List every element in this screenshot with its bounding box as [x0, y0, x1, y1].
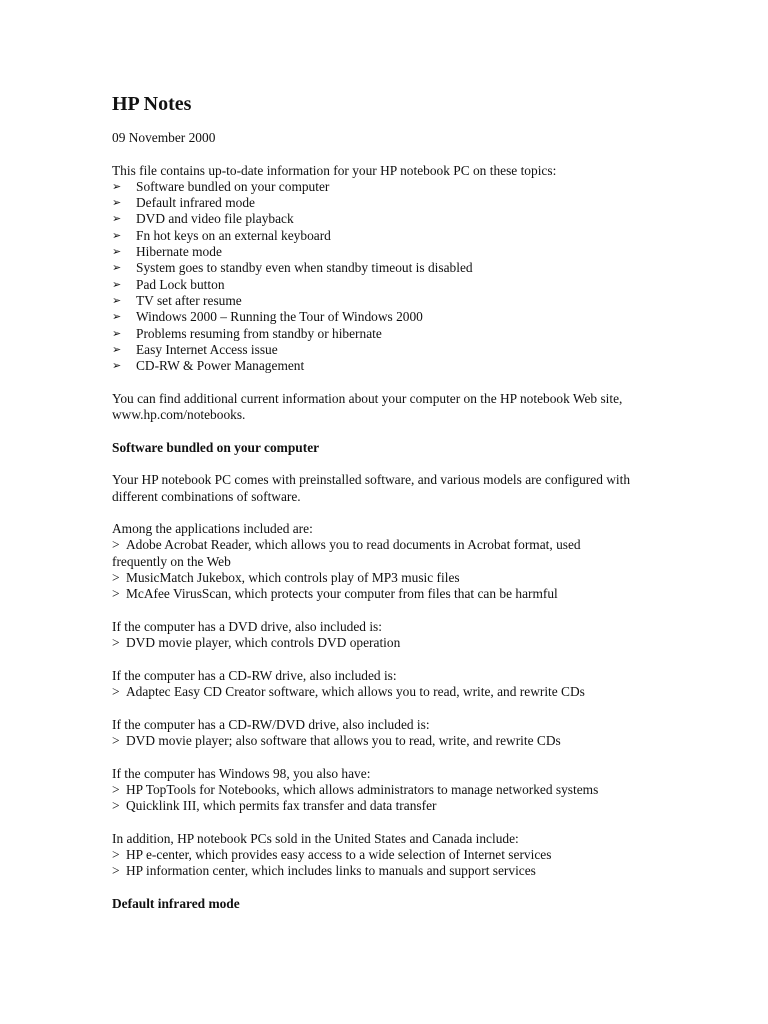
- arrow-bullet-icon: ➢: [112, 293, 122, 307]
- list-item: ➢ Software bundled on your computer: [112, 178, 330, 194]
- arrow-bullet-icon: ➢: [112, 326, 122, 340]
- document-title: HP Notes: [112, 93, 192, 115]
- arrow-bullet-icon: ➢: [112, 342, 122, 356]
- section-heading-infrared: Default infrared mode: [112, 895, 240, 911]
- list-item: > Adobe Acrobat Reader, which allows you to read documents in Acrobat format, used frequently on the Web: [112, 537, 581, 569]
- arrow-bullet-icon: ➢: [112, 196, 122, 210]
- arrow-bullet-icon: ➢: [112, 212, 122, 226]
- list-item: ➢ CD-RW & Power Management: [112, 358, 305, 374]
- list-item: ➢ Easy Internet Access issue: [112, 341, 278, 357]
- list-item: > DVD movie player; also software that allows you to read, write, and rewrite CDs: [112, 732, 561, 748]
- list-item: > Adaptec Easy CD Creator software, which allows you to read, write, and rewrite CDs: [112, 684, 585, 700]
- document-date: 09 November 2000: [112, 130, 216, 145]
- list-item: > Quicklink III, which permits fax transfer and data transfer: [112, 798, 437, 814]
- list-item: ➢ Hibernate mode: [112, 244, 222, 260]
- list-item: ➢ DVD and video file playback: [112, 211, 294, 227]
- arrow-bullet-icon: ➢: [112, 359, 122, 373]
- software-paragraph: Your HP notebook PC comes with preinstalled software, and various models are configured with different combinations of software.: [112, 472, 631, 504]
- list-item: > MusicMatch Jukebox, which controls play of MP3 music files: [112, 570, 460, 586]
- dvd-intro: If the computer has a DVD drive, also included is:: [112, 618, 382, 634]
- list-item: > McAfee VirusScan, which protects your computer from files that can be harmful: [112, 586, 558, 602]
- list-item: ➢ Problems resuming from standby or hibernate: [112, 325, 382, 341]
- arrow-bullet-icon: ➢: [112, 310, 122, 324]
- arrow-bullet-icon: ➢: [112, 179, 122, 193]
- document-page: [112, 92, 672, 912]
- arrow-bullet-icon: ➢: [112, 277, 122, 291]
- website-link: www.hp.com/notebooks.: [112, 407, 246, 423]
- list-item: ➢ TV set after resume: [112, 292, 242, 308]
- list-item: > HP information center, which includes links to manuals and support services: [112, 863, 536, 879]
- arrow-bullet-icon: ➢: [112, 228, 122, 242]
- us-canada-intro: In addition, HP notebook PCs sold in the United States and Canada include:: [112, 830, 519, 846]
- topics-intro: This file contains up-to-date information for your HP notebook PC on these topics:: [112, 162, 557, 178]
- cdrw-intro: If the computer has a CD-RW drive, also included is:: [112, 667, 397, 683]
- list-item: ➢ Windows 2000 – Running the Tour of Windows 2000: [112, 309, 423, 325]
- arrow-bullet-icon: ➢: [112, 261, 122, 275]
- win98-intro: If the computer has Windows 98, you also have:: [112, 765, 371, 781]
- list-item: > HP e-center, which provides easy access to a wide selection of Internet services: [112, 847, 552, 863]
- arrow-bullet-icon: ➢: [112, 245, 122, 259]
- list-item: > DVD movie player, which controls DVD operation: [112, 635, 401, 651]
- list-item: ➢ Default infrared mode: [112, 195, 255, 211]
- website-note: You can find additional current information about your computer on the HP notebook Web site, www.hp.com/notebooks.: [112, 390, 623, 423]
- list-item: ➢ Fn hot keys on an external keyboard: [112, 227, 331, 243]
- list-item: ➢ Pad Lock button: [112, 276, 225, 292]
- apps-intro: Among the applications included are:: [112, 521, 313, 537]
- list-item: ➢ System goes to standby even when standby timeout is disabled: [112, 260, 473, 276]
- cdrw-dvd-intro: If the computer has a CD-RW/DVD drive, also included is:: [112, 716, 430, 732]
- list-item: > HP TopTools for Notebooks, which allows administrators to manage networked systems: [112, 781, 599, 797]
- topics-list: [112, 179, 672, 375]
- section-heading-software: Software bundled on your computer: [112, 439, 320, 455]
